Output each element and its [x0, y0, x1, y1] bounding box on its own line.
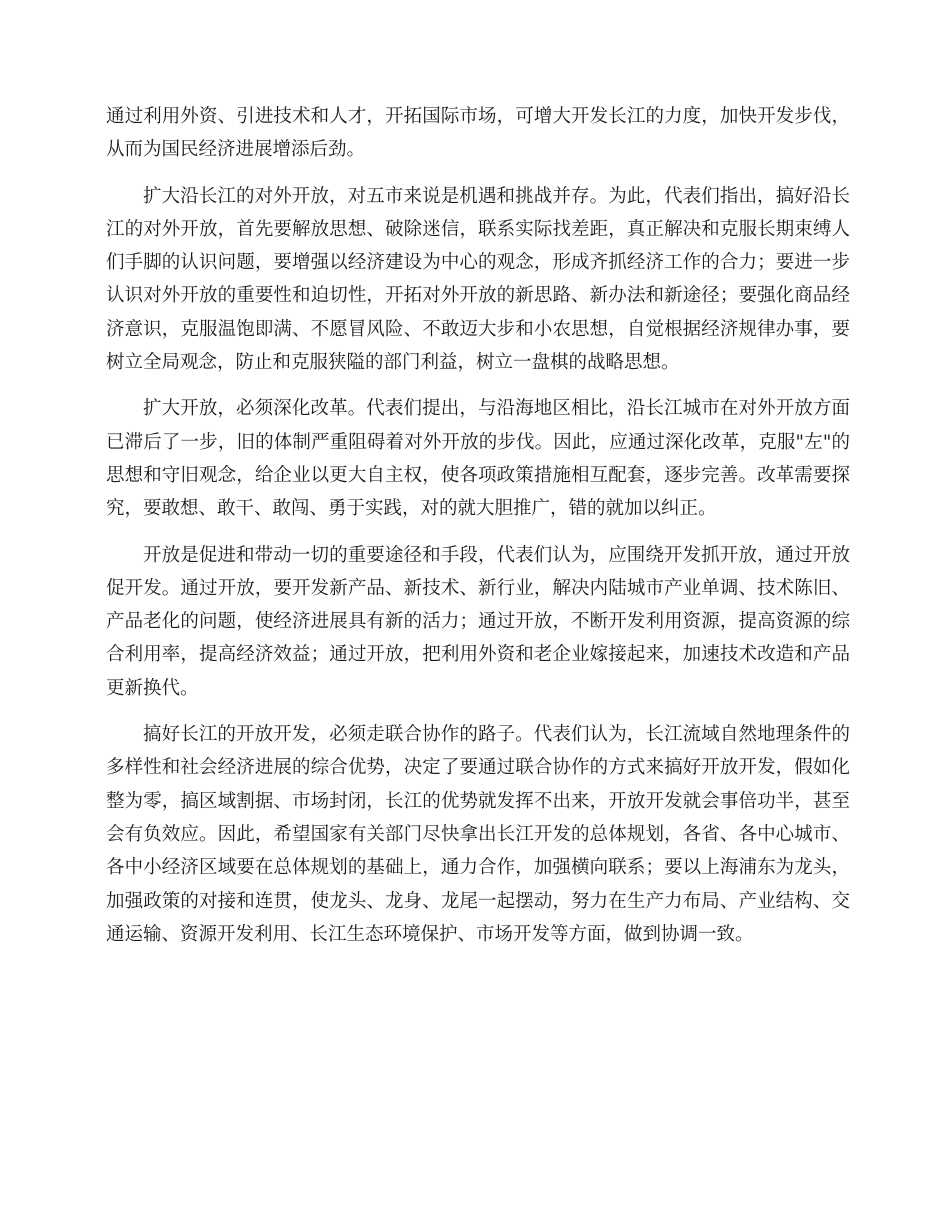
document-body: [106, 100, 850, 964]
paragraph-2: 扩大沿长江的对外开放，对五市来说是机遇和挑战并存。为此，代表们指出，搞好沿长江的对外开放，首先要解放思想、破除迷信，联系实际找差距，真正解决和克服长期束缚人们手脚的认识问题，要增强以经济建设为中心的观念，形成齐抓经济工作的合力；要进一步认识对外开放的重要性和迫切性，开拓对外开放的新思路、新办法和新途径；要强化商品经济意识，克服温饱即满、不愿冒风险、不敢迈大步和小农思想，自觉根据经济规律办事，要树立全局观念，防止和克服狭隘的部门利益，树立一盘棋的战略思想。: [106, 185, 850, 374]
paragraph-4: 开放是促进和带动一切的重要途径和手段，代表们认为，应围绕开发抓开放，通过开放促开发。通过开放，要开发新产品、新技术、新行业，解决内陆城市产业单调、技术陈旧、产品老化的问题，使经济进展具有新的活力；通过开放，不断开发利用资源，提高资源的综合利用率，提高经济效益；通过开放，把利用外资和老企业嫁接起来，加速技术改造和产品更新换代。: [106, 544, 850, 699]
paragraph-5: 搞好长江的开放开发，必须走联合协作的路子。代表们认为，长江流域自然地理条件的多样性和社会经济进展的综合优势，决定了要通过联合协作的方式来搞好开放开发，假如化整为零，搞区域割据、市场封闭，长江的优势就发挥不出来，开放开发就会事倍功半，甚至会有负效应。因此，希望国家有关部门尽快拿出长江开发的总体规划，各省、各中心城市、各中小经济区域要在总体规划的基础上，通力合作，加强横向联系；要以上海浦东为龙头，加强政策的对接和连贯，使龙头、龙身、龙尾一起摆动，努力在生产力布局、产业结构、交通运输、资源开发利用、长江生态环境保护、市场开发等方面，做到协调一致。: [106, 724, 850, 945]
paragraph-3: 扩大开放，必须深化改革。代表们提出，与沿海地区相比，沿长江城市在对外开放方面已滞后了一步，旧的体制严重阻碍着对外开放的步伐。因此，应通过深化改革，克服"左"的思想和守旧观念，给企业以更大自主权，使各项政策措施相互配套，逐步完善。改革需要探究，要敢想、敢干、敢闯、勇于实践，对的就大胆推广，错的就加以纠正。: [106, 398, 850, 520]
paragraph-1: 通过利用外资、引进技术和人才，开拓国际市场，可增大开发长江的力度，加快开发步伐，从而为国民经济进展增添后劲。: [106, 106, 850, 161]
